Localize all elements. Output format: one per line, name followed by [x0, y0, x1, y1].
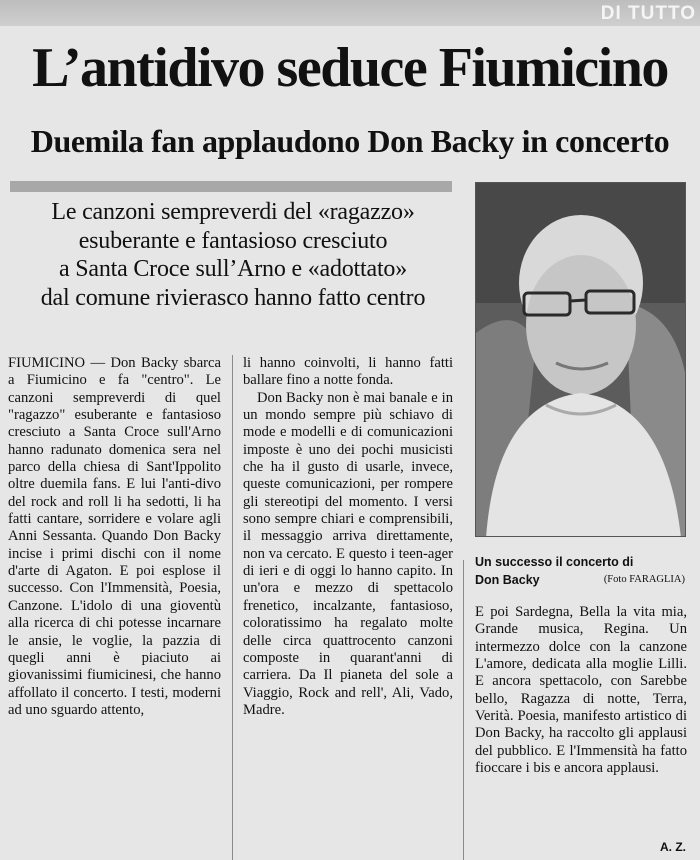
article-paragraph: li hanno coinvolti, li hanno fatti ballare fino a notte fonda.: [243, 355, 453, 389]
headline: L’antidivo seduce Fiumicino: [32, 37, 668, 99]
portrait-illustration: [476, 183, 686, 537]
summary-deck: [10, 198, 456, 312]
photo-credit: (Foto FARAGLIA): [603, 574, 685, 585]
subheadline: Duemila fan applaudono Don Backy in concerto: [30, 123, 670, 159]
portrait-photo: [475, 182, 686, 537]
column-rule: [232, 355, 233, 860]
photo-caption: [475, 553, 687, 589]
caption-line: Don Backy: [475, 573, 540, 587]
article-column-1: [8, 355, 221, 719]
summary-line: a Santa Croce sull’Arno e «adottato»: [58, 256, 408, 282]
caption-line: Un successo il concerto di: [475, 555, 634, 569]
summary-line: dal comune rivierasco hanno fatto centro: [40, 284, 426, 311]
summary-divider: [10, 181, 452, 192]
author-signature: A. Z.: [660, 840, 686, 854]
section-tag: DI TUTTO: [600, 3, 696, 24]
section-banner: [0, 0, 700, 26]
article-paragraph: Don Backy non è mai banale e in un mondo sempre più schiavo di mode e modelli e di comunicazioni imposte è uno dei pochi musicisti che ha il gusto di usarle, invece, queste comunicazioni, per rompere gli stereotipi del momento. I versi sono sempre chiari e comprensibili, il messaggio arriva direttamente, non va cercato. E questo i teen-ager di ieri e di oggi lo hanno capito. In un'ora e mezzo di spettacolo frenetico, incalzante, fantasioso, coloratissimo ha regalato molte delle circa quattrocento canzoni composte in quarant'anni di carriera. Da Il pianeta del sole a Viaggio, Rock and rell', Ali, Vado, Madre.: [243, 389, 453, 718]
article-paragraph: FIUMICINO — Don Backy sbarca a Fiumicino e fa "centro". Le canzoni sempreverdi di quel "ragazzo" esuberante e fantasioso cresciuto a Santa Croce sull'Arno hanno radunato domenica sera nel parco della chiesa di Sant'Ippolito oltre duemila fans. E lui l'anti-divo del rock and roll li ha sedotti, li ha fatti cantare, sorridere e volare agli Anni Sessanta. Quando Don Backy incise i primi dischi con il nome d'arte di Agaton. E poi esplose il successo. Con l'Immensità, Poesia, Canzone. L'idolo di una gioventù alla ricerca di chi potesse incarnare le ansie, le voglie, la pazzia di quegli anni è piaciuto ai giovanissimi fiumicinesi, che hanno affollato il concerto. I testi, moderni ad uno sguardo attento,: [8, 355, 221, 718]
summary-line: Le canzoni sempreverdi del «ragazzo»: [51, 199, 415, 225]
article-paragraph: E poi Sardegna, Bella la vita mia, Grande musica, Regina. Un intermezzo dolce con la canzone L'amore, dedicata alla moglie Lilli. E ancora spettacolo, con Sarebbe bello, Ragazza di notte, Terra, Verità. Poesia, manifesto artistico di Don Backy, ha raccolto gli applausi del pubblico. E l'Immensità ha fatto fioccare i bis e ancora applausi.: [475, 604, 687, 777]
article-column-3: [475, 604, 687, 777]
summary-line: esuberante e fantasioso cresciuto: [78, 227, 388, 254]
column-rule: [463, 560, 464, 860]
article-column-2: [243, 355, 453, 719]
